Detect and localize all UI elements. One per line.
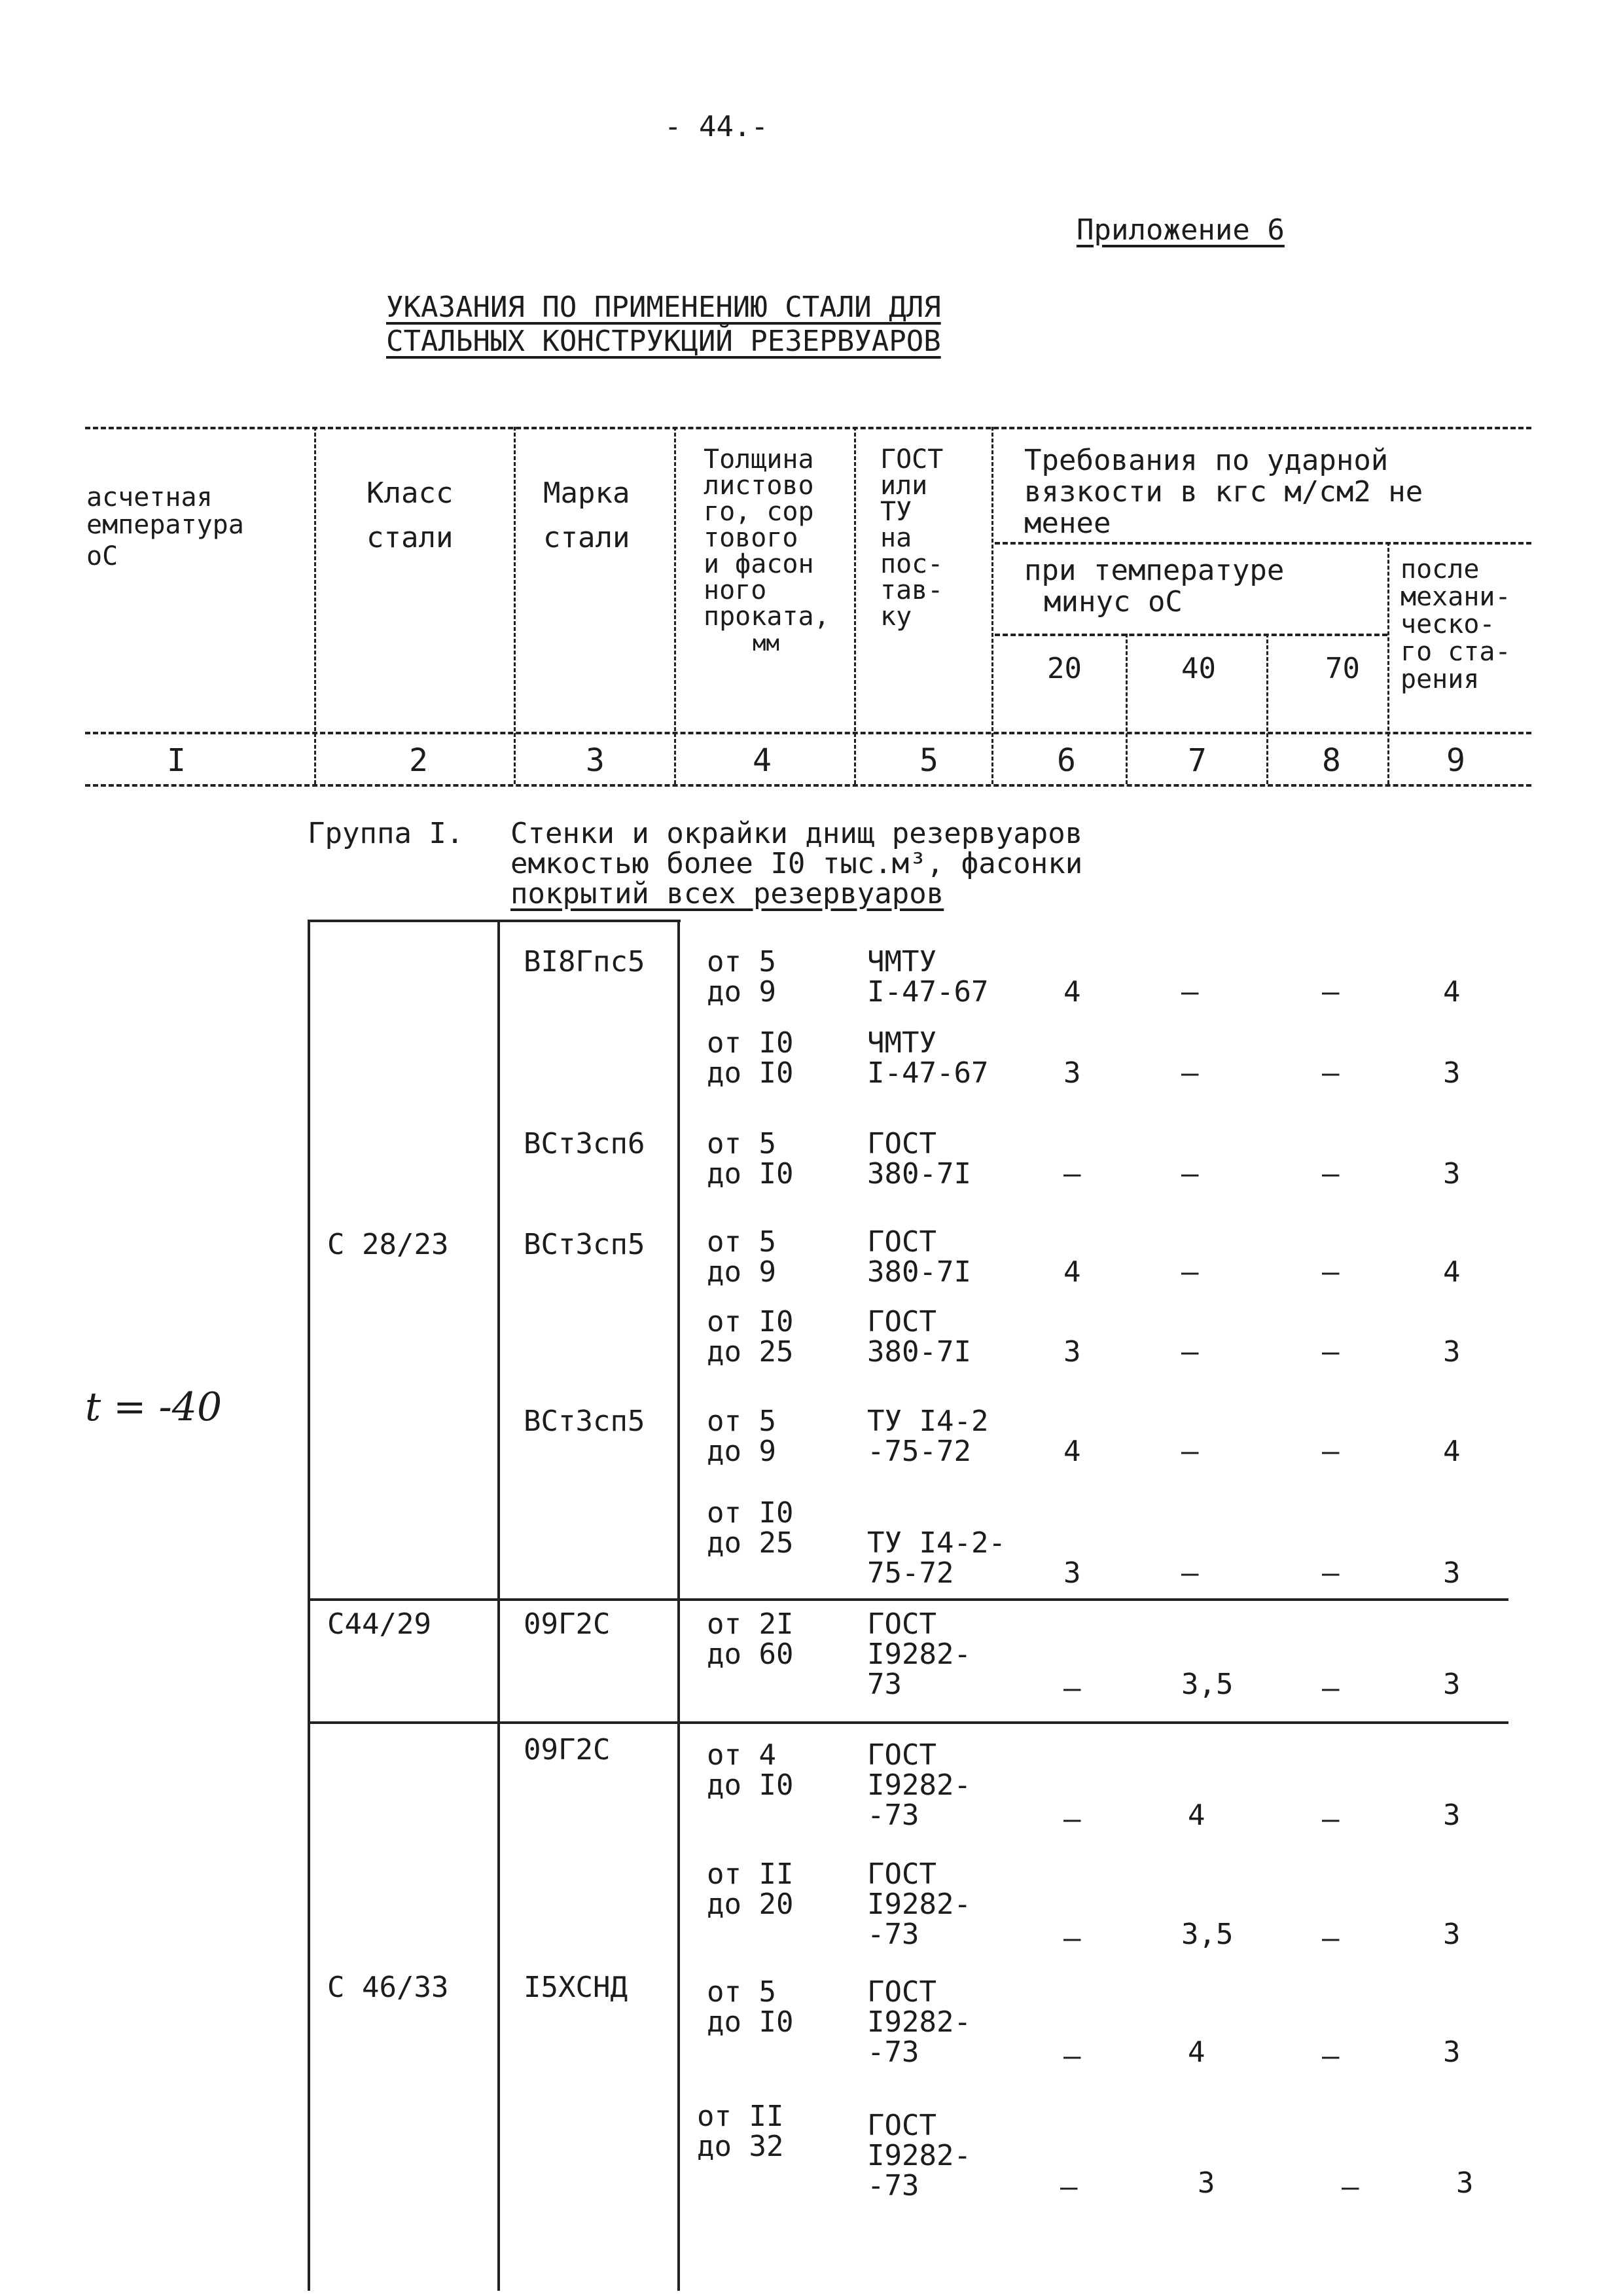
h-aging-line4: го ста- xyxy=(1400,637,1511,667)
value-col8: – xyxy=(1322,1255,1340,1289)
value-col8: – xyxy=(1322,1056,1340,1090)
value-col7: 3,5 xyxy=(1181,1668,1234,1701)
value-col6: 4 xyxy=(1063,1255,1081,1289)
col-num-8: 8 xyxy=(1322,742,1341,779)
thickness-from: от 5 xyxy=(707,1405,776,1438)
h-col5-line1: ГОСТ xyxy=(880,444,944,475)
thickness-from: от 5 xyxy=(707,1975,776,2009)
gost-line1: ГОСТ xyxy=(867,2109,936,2142)
value-col8: – xyxy=(1342,2170,1359,2204)
h-req-line1: Требования по ударной xyxy=(1024,444,1389,477)
group-caption-line3: покрытий всех резервуаров xyxy=(510,877,944,910)
col-num-3: 3 xyxy=(586,742,605,779)
thickness-from: от I0 xyxy=(707,1496,794,1530)
h-temp-line1: при температуре xyxy=(1024,554,1285,587)
h-col2-line2: стали xyxy=(366,521,454,554)
col-num-7: 7 xyxy=(1188,742,1207,779)
h-aging-line5: рения xyxy=(1400,664,1480,694)
body-rule-1 xyxy=(308,1598,1508,1601)
gost-line1: ГОСТ xyxy=(867,1127,936,1160)
value-col8: – xyxy=(1322,1922,1340,1955)
gost-line2: 380-7I xyxy=(867,1335,971,1369)
header-divider-8 xyxy=(1387,542,1389,784)
thickness-to: до I0 xyxy=(707,1157,794,1191)
header-divider-5 xyxy=(991,427,993,784)
col-num-4: 4 xyxy=(753,742,772,779)
h-temp-line2: минус оС xyxy=(1044,585,1183,619)
h-col5-line3: ТУ xyxy=(880,497,912,527)
value-col8: – xyxy=(1322,2039,1340,2073)
gost-line3: -73 xyxy=(867,1799,919,1832)
gost-line2: 75-72 xyxy=(867,1556,954,1590)
h-aging-line2: механи- xyxy=(1400,582,1511,612)
h-col4-line3: го, сор xyxy=(704,497,814,527)
thickness-to: до 25 xyxy=(707,1335,794,1369)
h-col5-line7: ку xyxy=(880,601,912,632)
h-col2-line1: Класс xyxy=(366,476,454,510)
gost-line1: ГОСТ xyxy=(867,1857,936,1891)
thickness-to: до I0 xyxy=(707,1056,794,1090)
value-col7: – xyxy=(1181,1335,1199,1369)
header-top-rule xyxy=(85,427,1531,429)
value-col7: – xyxy=(1181,1255,1199,1289)
thickness-from: от 5 xyxy=(707,1225,776,1259)
value-col9: 3 xyxy=(1443,1056,1461,1090)
thickness-to: до 25 xyxy=(707,1526,794,1560)
h-col4-line5: и фасон xyxy=(704,549,814,579)
value-col6: 3 xyxy=(1063,1335,1081,1369)
grade-cell: 09Г2С xyxy=(524,1607,611,1641)
value-col8: – xyxy=(1322,1803,1340,1836)
value-col6: – xyxy=(1063,1157,1081,1191)
header-divider-7 xyxy=(1266,634,1268,784)
gost-line1: ГОСТ xyxy=(867,1975,936,2009)
body-grade-divider xyxy=(677,920,680,2291)
h-t40: 40 xyxy=(1181,652,1216,685)
body-left-border xyxy=(308,920,310,2291)
header-divider-1 xyxy=(314,427,316,784)
value-col6: 3 xyxy=(1063,1556,1081,1590)
page-number: - 44.- xyxy=(664,110,768,143)
h-col5-line5: пос- xyxy=(880,549,944,579)
header-divider-6 xyxy=(1126,634,1128,784)
thickness-to: до 9 xyxy=(707,1435,776,1468)
gost-line1: ТУ I4-2- xyxy=(867,1526,1006,1560)
header-subtemp-rule xyxy=(995,634,1387,636)
h-col5-line2: или xyxy=(880,471,928,501)
grade-cell: I5ХСНД xyxy=(524,1971,628,2004)
value-col9: 3 xyxy=(1443,1556,1461,1590)
value-col9: 3 xyxy=(1456,2166,1474,2200)
h-col5-line6: тав- xyxy=(880,575,944,605)
gost-line2: I9282- xyxy=(867,1768,971,1802)
header-bottom-rule xyxy=(85,732,1531,734)
grade-cell: ВСт3сп6 xyxy=(524,1127,645,1160)
value-col9: 4 xyxy=(1443,975,1461,1009)
col-num-9: 9 xyxy=(1446,742,1465,779)
gost-line1: ГОСТ xyxy=(867,1305,936,1338)
value-col7: – xyxy=(1181,975,1199,1009)
h-aging-line1: после xyxy=(1400,554,1480,584)
grade-cell: ВI8Гпс5 xyxy=(524,945,645,978)
gost-line3: -73 xyxy=(867,2036,919,2069)
thickness-to: до 20 xyxy=(707,1888,794,1921)
thickness-from: от I0 xyxy=(707,1026,794,1060)
thickness-from: от II xyxy=(697,2100,784,2133)
gost-line1: ГОСТ xyxy=(867,1607,936,1641)
gost-line2: I-47-67 xyxy=(867,1056,989,1090)
thickness-to: до I0 xyxy=(707,2005,794,2039)
thickness-to: до I0 xyxy=(707,1768,794,1802)
gost-line2: I9282- xyxy=(867,2005,971,2039)
grade-cell: 09Г2С xyxy=(524,1733,611,1767)
value-col7: – xyxy=(1181,1056,1199,1090)
header-divider-3 xyxy=(674,427,676,784)
thickness-to: до 60 xyxy=(707,1638,794,1671)
value-col8: – xyxy=(1322,1556,1340,1590)
grade-cell: ВСт3сп5 xyxy=(524,1405,645,1438)
value-col6: – xyxy=(1063,1922,1081,1955)
value-col9: 3 xyxy=(1443,1157,1461,1191)
value-col6: – xyxy=(1063,1672,1081,1705)
thickness-from: от 2I xyxy=(707,1607,794,1641)
title-line-2: СТАЛЬНЫХ КОНСТРУКЦИЙ РЕЗЕРВУАРОВ xyxy=(386,325,941,358)
value-col9: 3 xyxy=(1443,1668,1461,1701)
h-col1-line2: емпература xyxy=(86,510,244,540)
class-label: С 28/23 xyxy=(327,1228,449,1261)
col-num-5: 5 xyxy=(919,742,938,779)
h-t20: 20 xyxy=(1047,652,1082,685)
value-col8: – xyxy=(1322,1157,1340,1191)
h-col1-line1: асчетная xyxy=(86,482,213,512)
body-class-divider xyxy=(497,920,500,2291)
value-col6: – xyxy=(1060,2170,1078,2204)
h-req-line3: менее xyxy=(1024,507,1111,540)
gost-line1: ГОСТ xyxy=(867,1738,936,1772)
handwritten-temperature-note: t = -40 xyxy=(85,1384,223,1430)
header-divider-2 xyxy=(514,427,516,784)
gost-line2: I9282- xyxy=(867,2139,971,2172)
group-label: Группа I. xyxy=(308,817,464,850)
group-caption-line1: Стенки и окрайки днищ резервуаров xyxy=(510,817,1083,850)
h-col4-line2: листово xyxy=(704,471,814,501)
numbers-bottom-rule xyxy=(85,784,1531,787)
value-col6: – xyxy=(1063,2039,1081,2073)
col-num-1: I xyxy=(167,742,186,779)
class-label: С 46/33 xyxy=(327,1971,449,2004)
appendix-label: Приложение 6 xyxy=(1077,213,1285,247)
value-col8: – xyxy=(1322,1672,1340,1705)
grade-cell: ВСт3сп5 xyxy=(524,1228,645,1261)
thickness-from: от II xyxy=(707,1857,794,1891)
value-col6: 3 xyxy=(1063,1056,1081,1090)
body-top-rule xyxy=(308,920,681,922)
gost-line1: ГОСТ xyxy=(867,1225,936,1259)
col-num-2: 2 xyxy=(409,742,428,779)
value-col6: 4 xyxy=(1063,975,1081,1009)
gost-line2: -75-72 xyxy=(867,1435,971,1468)
h-t70: 70 xyxy=(1325,652,1360,685)
value-col9: 4 xyxy=(1443,1435,1461,1468)
group-caption-line2: емкостью более I0 тыс.м³, фасонки xyxy=(510,847,1083,880)
value-col7: – xyxy=(1181,1157,1199,1191)
col-num-6: 6 xyxy=(1057,742,1076,779)
h-req-line2: вязкости в кгс м/см2 не xyxy=(1024,475,1423,509)
value-col9: 3 xyxy=(1443,1799,1461,1832)
value-col7: – xyxy=(1181,1556,1199,1590)
gost-line2: I-47-67 xyxy=(867,975,989,1009)
thickness-from: от 5 xyxy=(707,1127,776,1160)
thickness-from: от 4 xyxy=(707,1738,776,1772)
value-col8: – xyxy=(1322,975,1340,1009)
h-col3-line1: Марка xyxy=(543,476,630,510)
h-col4-line1: Толщина xyxy=(704,444,814,475)
header-temp-rule xyxy=(995,542,1531,545)
value-col6: 4 xyxy=(1063,1435,1081,1468)
class-label: С44/29 xyxy=(327,1607,431,1641)
gost-line3: -73 xyxy=(867,2169,919,2202)
gost-line2: 380-7I xyxy=(867,1255,971,1289)
h-col4-line6: ного xyxy=(704,575,767,605)
thickness-to: до 9 xyxy=(707,975,776,1009)
thickness-to: до 9 xyxy=(707,1255,776,1289)
value-col9: 3 xyxy=(1443,1918,1461,1951)
h-col3-line2: стали xyxy=(543,521,630,554)
h-col5-line4: на xyxy=(880,523,912,553)
value-col7: 3 xyxy=(1198,2166,1215,2200)
value-col7: 3,5 xyxy=(1181,1918,1234,1951)
value-col7: 4 xyxy=(1188,2036,1205,2069)
header-divider-4 xyxy=(854,427,856,784)
gost-line2: I9282- xyxy=(867,1888,971,1921)
h-col4-line7: проката, xyxy=(704,601,830,632)
gost-line3: 73 xyxy=(867,1668,902,1701)
value-col9: 3 xyxy=(1443,1335,1461,1369)
title-line-1: УКАЗАНИЯ ПО ПРИМЕНЕНИЮ СТАЛИ ДЛЯ xyxy=(386,291,941,324)
gost-line1: ЧМТУ xyxy=(867,1026,936,1060)
value-col7: – xyxy=(1181,1435,1199,1468)
value-col9: 4 xyxy=(1443,1255,1461,1289)
gost-line2: 380-7I xyxy=(867,1157,971,1191)
h-aging-line3: ческо- xyxy=(1400,609,1495,639)
gost-line3: -73 xyxy=(867,1918,919,1951)
body-rule-2 xyxy=(308,1721,1508,1724)
value-col8: – xyxy=(1322,1335,1340,1369)
gost-line1: ТУ I4-2 xyxy=(867,1405,989,1438)
thickness-from: от 5 xyxy=(707,945,776,978)
h-col4-line4: тового xyxy=(704,523,798,553)
value-col6: – xyxy=(1063,1803,1081,1836)
h-col4-unit: мм xyxy=(753,630,779,656)
value-col7: 4 xyxy=(1188,1799,1205,1832)
h-col1-line3: оС xyxy=(86,541,118,571)
thickness-from: от I0 xyxy=(707,1305,794,1338)
gost-line2: I9282- xyxy=(867,1638,971,1671)
value-col9: 3 xyxy=(1443,2036,1461,2069)
gost-line1: ЧМТУ xyxy=(867,945,936,978)
value-col8: – xyxy=(1322,1435,1340,1468)
thickness-to: до 32 xyxy=(697,2130,784,2163)
